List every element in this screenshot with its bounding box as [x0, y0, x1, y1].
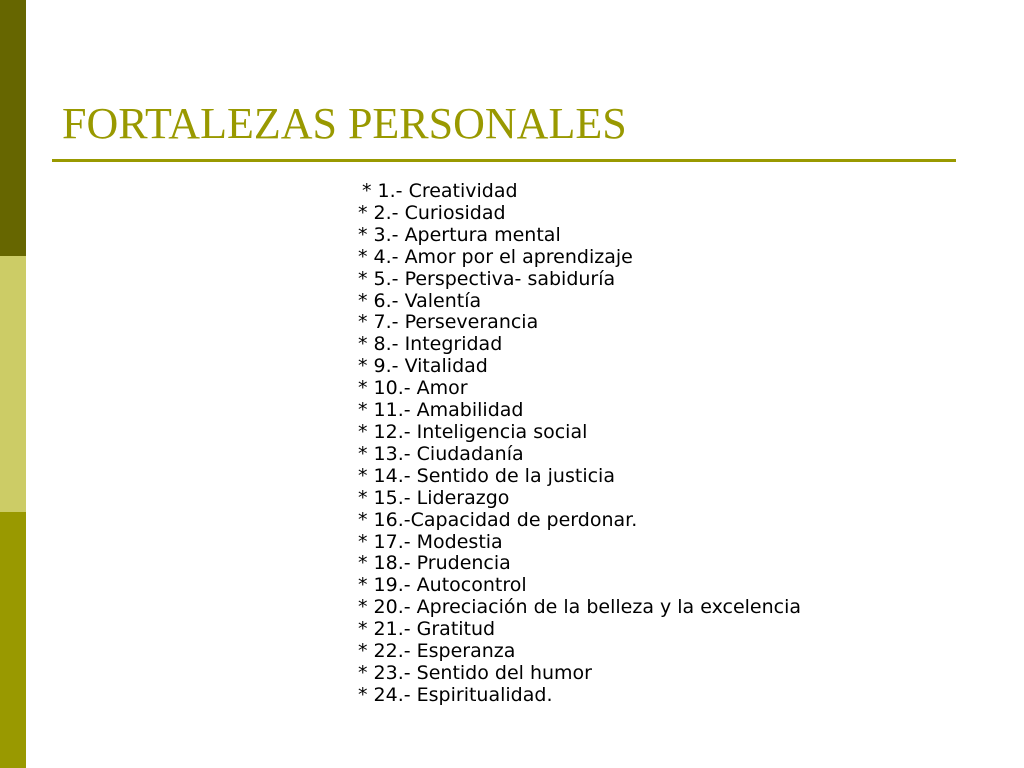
accent-bar-segment-dark: [0, 0, 26, 256]
list-item: * 19.- Autocontrol: [358, 574, 527, 597]
left-accent-bar: [0, 0, 26, 768]
list-item: * 22.- Esperanza: [358, 640, 516, 663]
list-item: * 8.- Integridad: [358, 333, 503, 356]
list-item: * 17.- Modestia: [358, 530, 503, 553]
accent-bar-segment-light: [0, 256, 26, 512]
list-item: * 16.-Capacidad de perdonar.: [358, 508, 638, 531]
list-item: * 7.- Perseverancia: [358, 311, 539, 334]
list-item: * 5.- Perspectiva- sabiduría: [358, 267, 616, 290]
list-item: * 21.- Gratitud: [358, 618, 496, 641]
list-item: * 11.- Amabilidad: [358, 399, 524, 422]
list-item: * 6.- Valentía: [358, 289, 482, 312]
list-item: * 9.- Vitalidad: [358, 355, 488, 378]
list-item: * 14.- Sentido de la justicia: [358, 464, 615, 487]
list-item: * 18.- Prudencia: [358, 552, 511, 575]
list-item: * 10.- Amor: [358, 377, 468, 400]
list-item: * 20.- Apreciación de la belleza y la excelencia: [358, 596, 802, 619]
list-item: * 13.- Ciudadanía: [358, 442, 524, 465]
list-item: * 4.- Amor por el aprendizaje: [358, 245, 633, 268]
list-item: * 12.- Inteligencia social: [358, 420, 588, 443]
list-item: * 24.- Espiritualidad.: [358, 683, 553, 706]
list-item: * 23.- Sentido del humor: [358, 661, 592, 684]
accent-bar-segment-medium: [0, 512, 26, 768]
title-underline-rule: [52, 159, 956, 162]
list-item: * 2.- Curiosidad: [358, 201, 506, 224]
list-item: * 15.- Liderazgo: [358, 486, 510, 509]
strengths-list: [358, 181, 801, 707]
list-item: * 3.- Apertura mental: [358, 223, 561, 246]
list-item: * 1.- Creatividad: [362, 180, 518, 202]
slide-title: FORTALEZAS PERSONALES: [62, 99, 627, 148]
